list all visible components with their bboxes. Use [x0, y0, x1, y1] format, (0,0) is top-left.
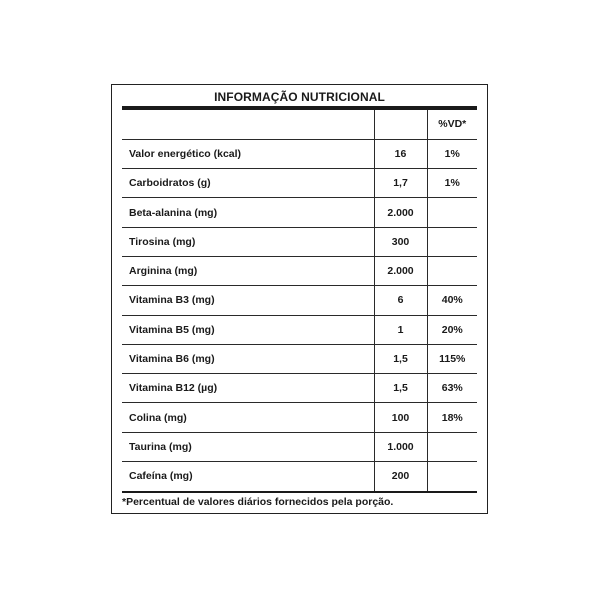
table-row	[122, 462, 477, 491]
table-row	[122, 227, 477, 256]
table-row	[122, 315, 477, 344]
nutrient-amount: 1,5	[374, 374, 427, 403]
table-row	[122, 374, 477, 403]
nutrient-amount: 1,5	[374, 344, 427, 373]
table-row	[122, 256, 477, 285]
nutrient-name: Carboidratos (g)	[122, 169, 374, 198]
nutrient-name: Taurina (mg)	[122, 432, 374, 461]
nutrient-amount: 1	[374, 315, 427, 344]
nutrient-vd	[427, 256, 477, 285]
nutrient-name: Tirosina (mg)	[122, 227, 374, 256]
footnote: *Percentual de valores diários fornecidos pela porção.	[122, 496, 394, 508]
nutrient-vd: 18%	[427, 403, 477, 432]
nutrient-name: Vitamina B3 (mg)	[122, 286, 374, 315]
nutrient-vd	[427, 227, 477, 256]
nutrient-vd	[427, 462, 477, 491]
nutrient-vd: 20%	[427, 315, 477, 344]
table-row	[122, 403, 477, 432]
panel-title: INFORMAÇÃO NUTRICIONAL	[214, 90, 385, 104]
nutrient-name: Cafeína (mg)	[129, 470, 193, 483]
nutrient-amount: 1.000	[374, 432, 427, 461]
nutrient-vd: 40%	[427, 286, 477, 315]
nutrient-name: Beta-alanina (mg)	[122, 198, 374, 227]
nutrient-name: Colina (mg)	[122, 403, 374, 432]
nutrient-name: Valor energético (kcal)	[122, 139, 374, 168]
table-row	[122, 139, 477, 168]
table-header-row	[122, 110, 477, 139]
table-row	[122, 344, 477, 373]
nutrient-vd: 63%	[427, 374, 477, 403]
table-row	[122, 286, 477, 315]
nutrient-amount: 200	[374, 462, 427, 491]
table-row	[122, 169, 477, 198]
nutrient-name: Vitamina B5 (mg)	[122, 315, 374, 344]
table-row	[122, 432, 477, 461]
header-vd-cell: %VD*	[427, 110, 477, 139]
footnote-divider	[122, 491, 477, 493]
header-value-cell	[374, 110, 427, 139]
nutrient-amount: 16	[374, 139, 427, 168]
nutrient-vd: 1%	[427, 169, 477, 198]
nutrient-amount: 2.000	[374, 198, 427, 227]
nutrient-name: Vitamina B12 (µg)	[122, 374, 374, 403]
nutrient-amount: 300	[374, 227, 427, 256]
nutrition-table	[122, 110, 477, 491]
nutrient-amount: 1,7	[374, 169, 427, 198]
nutrient-name: Vitamina B6 (mg)	[122, 344, 374, 373]
table-row	[122, 198, 477, 227]
nutrient-amount: 100	[374, 403, 427, 432]
nutrient-vd: 115%	[427, 344, 477, 373]
nutrient-vd: 1%	[427, 139, 477, 168]
nutrient-amount: 6	[374, 286, 427, 315]
header-name-cell	[122, 110, 374, 139]
nutrition-facts-panel	[111, 84, 488, 514]
nutrient-amount: 2.000	[374, 256, 427, 285]
nutrient-vd	[427, 432, 477, 461]
nutrient-name: Arginina (mg)	[122, 256, 374, 285]
nutrient-vd	[427, 198, 477, 227]
